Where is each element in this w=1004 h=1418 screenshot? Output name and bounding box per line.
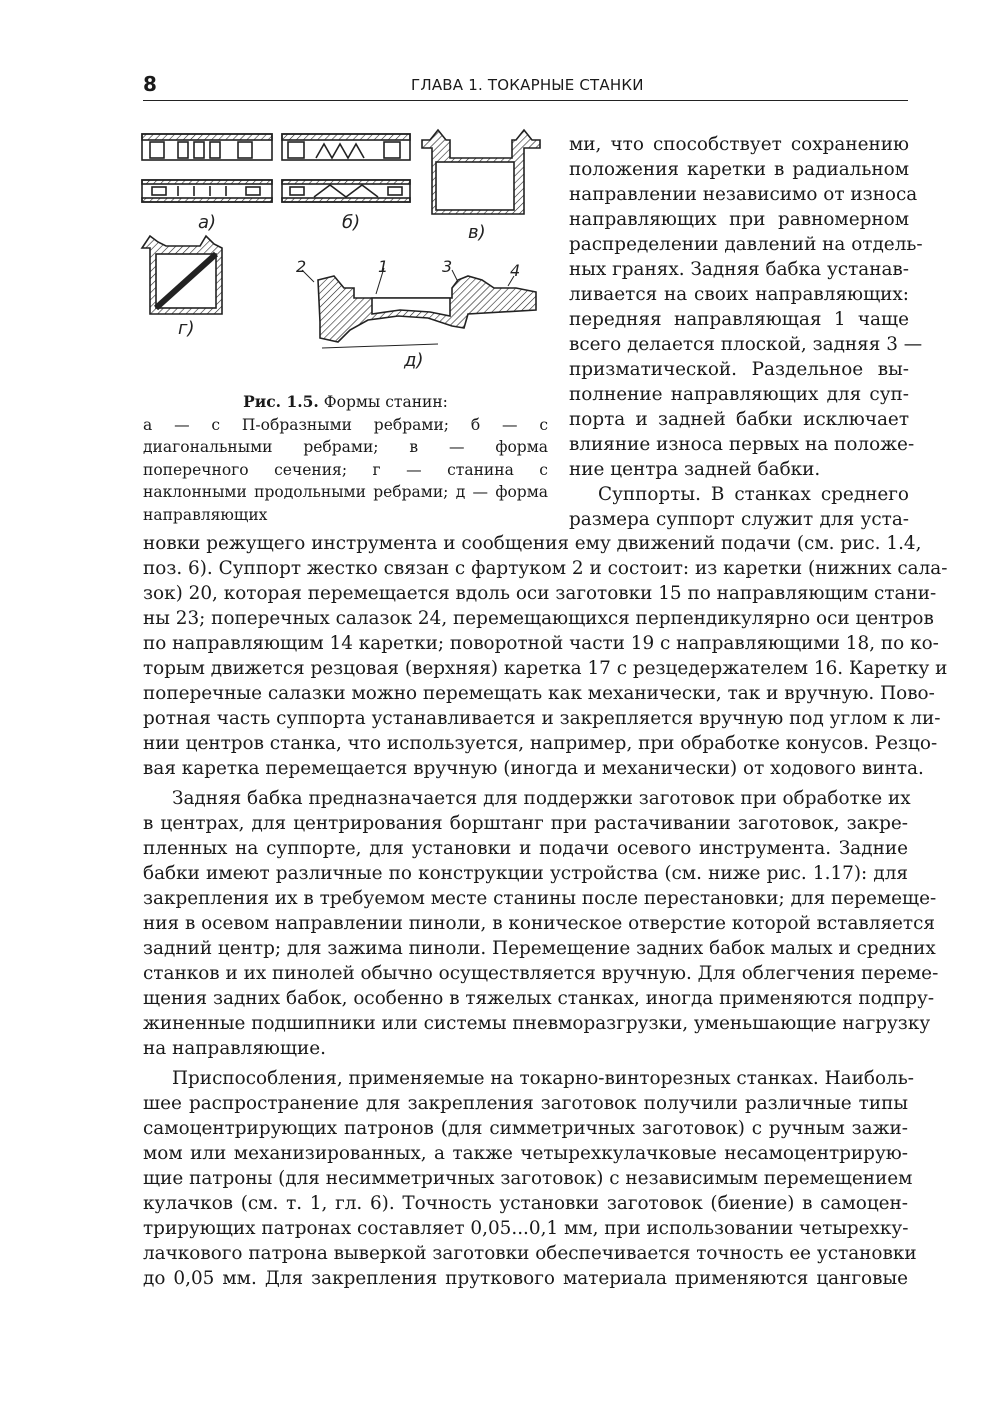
bed-shapes-drawing (138, 128, 548, 378)
figure-caption (143, 391, 548, 527)
right-column-line: порта и задней бабки исключает (569, 409, 909, 430)
body-line: щения задних бабок, особенно в тяжелых станках, иногда применяются подпру- (143, 988, 935, 1009)
drawing-v (422, 130, 540, 214)
label-3: 3 (442, 257, 453, 276)
drawing-b (282, 134, 410, 202)
body-line: станков и их пинолей обычно осуществляется вручную. Для облегчения переме- (143, 963, 939, 984)
body-line: на направляющие. (143, 1038, 327, 1059)
label-b: б) (342, 212, 361, 233)
drawing-d (318, 276, 536, 348)
body-line: мом или механизированных, а также четырехкулачковые несамоцентрирую- (143, 1143, 908, 1164)
caption-text: а — с П-образными ребрами; б — с диагональными ребрами; в — форма поперечного сечения; г — станина с наклонными продольными ребрами; д — форма направляющих (143, 415, 548, 524)
body-line: зок) 20, которая перемещается вдоль оси заготовки 15 по направляющим стани- (143, 583, 937, 604)
right-column-line: ных гранях. Задняя бабка устанав- (569, 259, 909, 280)
body-line: Приспособления, применяемые на токарно-винторезных станках. Наиболь- (172, 1068, 914, 1089)
drawing-g (142, 236, 222, 314)
right-column-line: направляющих при равномерном (569, 209, 909, 230)
body-line: ния в осевом направлении пиноли, в коническое отверстие которой вставляется (143, 913, 936, 934)
page-header (143, 72, 908, 101)
body-line: щие патроны (для несимметричных заготовок) с независимым перемещением (143, 1168, 913, 1189)
label-1: 1 (378, 257, 389, 276)
body-line: Задняя бабка предназначается для поддержки заготовок при обработке их (172, 788, 911, 809)
figure-1-5 (138, 128, 548, 378)
label-v: в) (468, 222, 486, 243)
caption-title: Рис. 1.5. Формы станин: (243, 392, 448, 411)
body-line: ны 23; поперечных салазок 24, перемещающихся перпендикулярно оси центров (143, 608, 934, 629)
body-line: жиненные подшипники или системы пневморазгрузки, уменьшающие нагрузку (143, 1013, 931, 1034)
body-line: по направляющим 14 каретки; поворотной части 19 с направляющими 18, по ко- (143, 633, 939, 654)
body-line: до 0,05 мм. Для закрепления пруткового материала применяются цанговые (143, 1268, 908, 1289)
body-line: лачкового патрона выверкой заготовки обеспечивается точность ее установки (143, 1243, 917, 1264)
right-column-line: направлении независимо от износа (569, 184, 918, 205)
right-column-line: Суппорты. В станках среднего (598, 484, 909, 505)
right-column-line: ми, что способствует сохранению (569, 134, 909, 155)
right-column-line: влияние износа первых на положе- (569, 434, 915, 455)
right-column-line: призматической. Раздельное вы- (569, 359, 909, 380)
body-line: трирующих патронах составляет 0,05...0,1 мм, при использовании четырехку- (143, 1218, 909, 1239)
page-number: 8 (143, 72, 157, 96)
body-line: в центрах, для центрирования борштанг при растачивании заготовок, закре- (143, 813, 908, 834)
label-g: г) (178, 318, 195, 339)
body-line: поперечные салазки можно перемещать как механически, так и вручную. Пово- (143, 683, 935, 704)
body-line: бабки имеют различные по конструкции устройства (см. ниже рис. 1.17): для (143, 863, 908, 884)
right-column-line: передняя направляющая 1 чаще (569, 309, 909, 330)
body-line: задний центр; для зажима пиноли. Перемещение задних бабок малых и средних (143, 938, 936, 959)
body-line: поз. 6). Суппорт жестко связан с фартуком 2 и состоит: из каретки (нижних сала- (143, 558, 948, 579)
right-column-line: полнение направляющих для суп- (569, 384, 909, 405)
right-column-line: всего делается плоской, задняя 3 — (569, 334, 923, 355)
label-2: 2 (296, 257, 307, 276)
body-line: нии центров станка, что используется, например, при обработке конусов. Резцо- (143, 733, 938, 754)
body-line: кулачков (см. т. 1, гл. 6). Точность установки заготовок (биение) в самоцен- (143, 1193, 908, 1214)
body-line: торым движется резцовая (верхняя) каретка 17 с резцедержателем 16. Каретку и (143, 658, 948, 679)
body-line: вая каретка перемещается вручную (иногда и механически) от ходового винта. (143, 758, 924, 779)
right-column-line: размера суппорт служит для уста- (569, 509, 909, 530)
body-line: ротная часть суппорта устанавливается и закрепляется вручную под углом к ли- (143, 708, 941, 729)
body-line: новки режущего инструмента и сообщения ему движений подачи (см. рис. 1.4, (143, 533, 922, 554)
body-line: закрепления их в требуемом месте станины после перестановки; для перемеще- (143, 888, 937, 909)
body-line: пленных на суппорте, для установки и подачи осевого инструмента. Задние (143, 838, 908, 859)
chapter-title: ГЛАВА 1. ТОКАРНЫЕ СТАНКИ (411, 76, 644, 94)
right-column-line: ливается на своих направляющих: (569, 284, 909, 305)
label-d: д) (404, 350, 424, 371)
label-4: 4 (510, 261, 521, 280)
right-column-line: ние центра задней бабки. (569, 459, 821, 480)
drawing-a (142, 134, 272, 202)
right-column-line: положения каретки в радиальном (569, 159, 909, 180)
right-column-line: распределении давлений на отдель- (569, 234, 923, 255)
body-line: самоцентрирующих патронов (для симметричных заготовок) с ручным зажи- (143, 1118, 908, 1139)
label-a: а) (198, 212, 217, 233)
body-line: шее распространение для закрепления заготовок получили различные типы (143, 1093, 908, 1114)
